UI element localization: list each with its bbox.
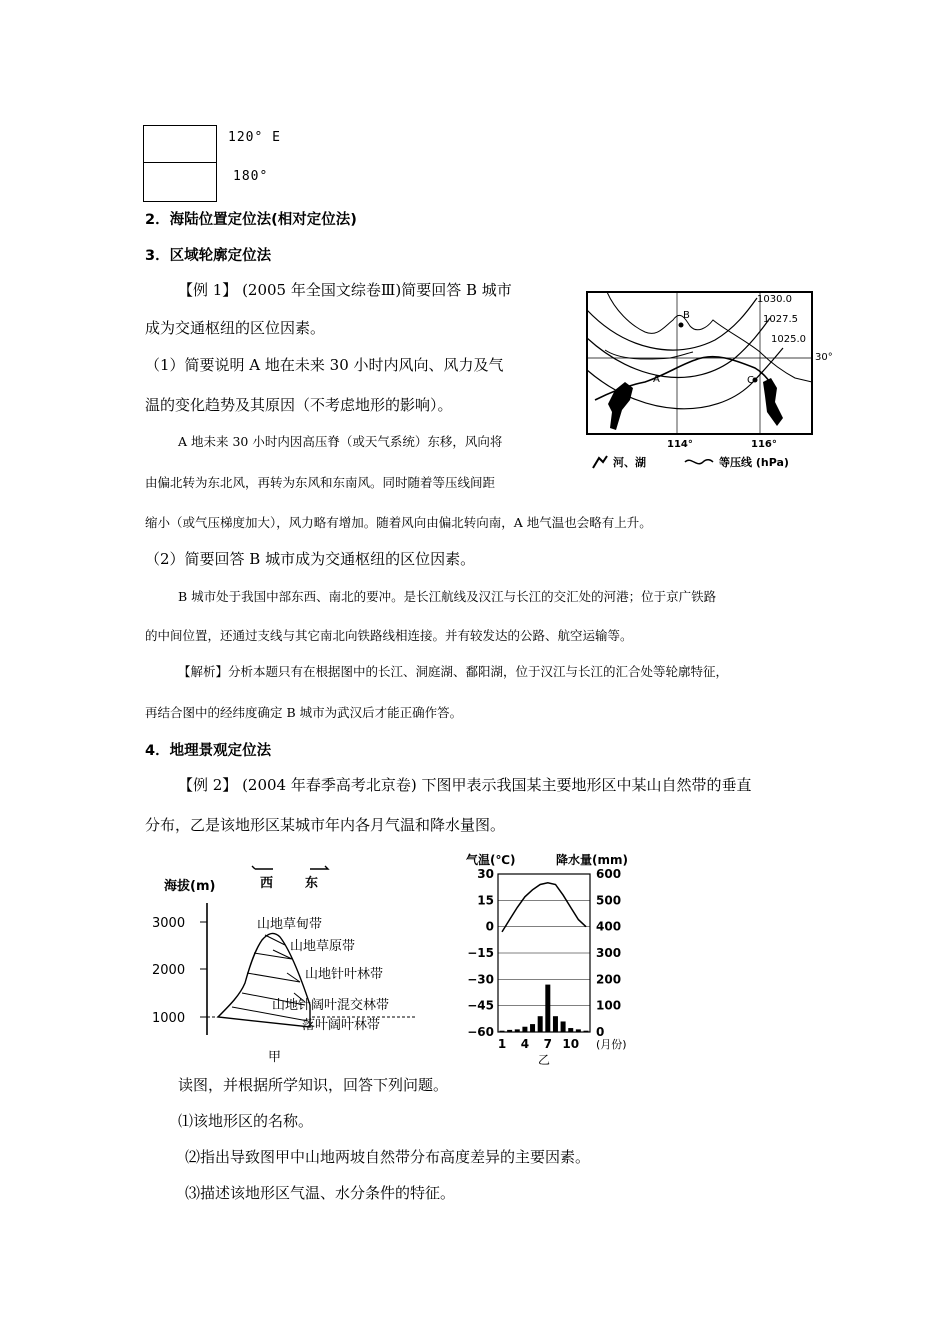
precip-bar bbox=[545, 985, 550, 1032]
jia-east-label: 东 bbox=[305, 876, 319, 891]
questions-intro: 读图，并根据所学知识，回答下列问题。 bbox=[178, 1076, 449, 1094]
example1-analysis-line1: 【解析】分析本题只有在根据图中的长江、洞庭湖、鄱阳湖，位于汉江与长江的汇合处等轮廓特征， bbox=[178, 664, 729, 679]
question-3: ⑶描述该地形区气温、水分条件的特征。 bbox=[185, 1184, 456, 1202]
heading-4: 4．地理景观定位法 bbox=[145, 743, 272, 759]
jia-ytick-3000: 3000 bbox=[152, 916, 186, 931]
map-point-b: B bbox=[683, 310, 690, 321]
example1-q2: （2）简要回答 B 城市成为交通枢纽的区位因素。 bbox=[145, 550, 476, 568]
left-tick-label: 0 bbox=[485, 919, 494, 934]
right-tick-label: 300 bbox=[596, 946, 622, 960]
map-lat-label: 30° bbox=[815, 352, 833, 363]
example1-a1-line3: 缩小（或气压梯度加大），风力略有增加。随着风向由偏北转向南，A 地气温也会略有上升。 bbox=[145, 515, 652, 530]
precip-bar bbox=[553, 1016, 558, 1032]
left-tick-label: −45 bbox=[467, 998, 494, 1013]
east-arrow bbox=[310, 866, 328, 869]
x-tick-label: 7 bbox=[543, 1037, 552, 1051]
jia-west-label: 西 bbox=[260, 876, 274, 891]
map-point-a: A bbox=[653, 374, 660, 385]
precip-bar bbox=[522, 1027, 527, 1032]
left-tick-label: 15 bbox=[477, 893, 494, 908]
right-tick-label: 200 bbox=[596, 972, 622, 987]
jia-ytick-1000: 1000 bbox=[152, 1011, 186, 1026]
precip-bar bbox=[576, 1029, 581, 1032]
coord-label-180: 180° bbox=[233, 169, 269, 184]
legend-isobar-label: 等压线 (hPa) bbox=[719, 456, 789, 469]
zone-deciduous-forest: 落叶阔叶林带 bbox=[302, 1018, 381, 1033]
left-tick-label: −15 bbox=[467, 946, 494, 960]
zone-alpine-meadow: 山地草甸带 bbox=[257, 917, 323, 932]
example1-line1: 【例 1】 (2005 年全国文综卷Ⅲ)简要回答 B 城市 bbox=[178, 281, 512, 299]
example1-a2-line1: B 城市处于我国中部东西、南北的要冲。是长江航线及汉江与长江的交汇处的河港；位于京广铁路 bbox=[178, 589, 717, 604]
figure-jia bbox=[150, 855, 435, 1065]
isobar-label-1030: 1030.0 bbox=[757, 294, 792, 305]
heading-2: 2．海陆位置定位法(相对定位法) bbox=[145, 212, 357, 228]
yi-xlabel: (月份) bbox=[596, 1038, 627, 1051]
zone-mixed-forest: 山地针阔叶混交林带 bbox=[272, 998, 390, 1013]
jia-ytick-2000: 2000 bbox=[152, 963, 186, 978]
right-tick-label: 500 bbox=[596, 893, 622, 908]
yi-ylabel-left: 气温(℃) bbox=[466, 853, 516, 867]
jia-caption: 甲 bbox=[268, 1050, 282, 1065]
zone-alpine-grassland: 山地草原带 bbox=[290, 939, 356, 954]
legend-river-label: 河、湖 bbox=[613, 456, 646, 469]
precip-bar bbox=[561, 1021, 566, 1032]
map-lon-label-116: 116° bbox=[751, 439, 777, 450]
precip-bar bbox=[530, 1024, 535, 1032]
coord-box-row-2 bbox=[143, 162, 217, 202]
example2-line2: 分布，乙是该地形区某城市年内各月气温和降水量图。 bbox=[145, 816, 506, 834]
example2-line1: 【例 2】 (2004 年春季高考北京卷) 下图甲表示我国某主要地形区中某山自然带的垂直 bbox=[178, 776, 752, 794]
map-point-c: C bbox=[747, 375, 754, 386]
figure-yi-climograph bbox=[458, 850, 668, 1065]
isobar-label-1025: 1025.0 bbox=[771, 334, 806, 345]
precip-bar bbox=[500, 1031, 505, 1032]
isobar-map bbox=[585, 290, 835, 480]
example1-line2: 成为交通枢纽的区位因素。 bbox=[145, 319, 326, 337]
left-tick-label: −30 bbox=[467, 972, 494, 987]
right-tick-label: 100 bbox=[596, 998, 622, 1013]
coord-box-row-1 bbox=[143, 125, 217, 164]
map-lon-label-114: 114° bbox=[667, 439, 693, 450]
example1-a1-line2: 由偏北转为东北风，再转为东风和东南风。同时随着等压线间距 bbox=[145, 475, 496, 490]
yi-ylabel-right: 降水量(mm) bbox=[556, 853, 628, 867]
example1-a1-line1: A 地未来 30 小时内因高压脊（或天气系统）东移，风向将 bbox=[178, 434, 503, 449]
example1-analysis-line2: 再结合图中的经纬度确定 B 城市为武汉后才能正确作答。 bbox=[145, 705, 463, 720]
precip-bar bbox=[568, 1028, 573, 1032]
yi-caption: 乙 bbox=[538, 1053, 551, 1065]
zone-coniferous-forest: 山地针叶林带 bbox=[305, 967, 384, 982]
x-tick-label: 4 bbox=[520, 1037, 530, 1051]
right-tick-label: 400 bbox=[596, 919, 622, 934]
right-tick-label: 600 bbox=[596, 867, 622, 881]
example1-q1-line1: （1）简要说明 A 地在未来 30 小时内风向、风力及气 bbox=[145, 356, 504, 374]
temperature-curve bbox=[502, 883, 586, 932]
left-tick-label: −60 bbox=[467, 1025, 494, 1039]
jia-ylabel: 海拔(m) bbox=[164, 879, 216, 894]
example1-q1-line2: 温的变化趋势及其原因（不考虑地形的影响）。 bbox=[145, 396, 453, 414]
isobar-label-1027-5: 1027.5 bbox=[763, 314, 798, 325]
precip-bar bbox=[515, 1029, 520, 1032]
example1-a2-line2: 的中间位置，还通过支线与其它南北向铁路线相连接。并有较发达的公路、航空运输等。 bbox=[145, 628, 633, 643]
question-1: ⑴该地形区的名称。 bbox=[178, 1112, 314, 1130]
legend-river-icon bbox=[593, 456, 607, 468]
left-tick-label: 30 bbox=[477, 867, 494, 881]
heading-3: 3．区域轮廓定位法 bbox=[145, 248, 272, 264]
precip-bar bbox=[538, 1016, 543, 1032]
x-tick-label: 10 bbox=[562, 1037, 580, 1051]
precip-bar bbox=[507, 1030, 512, 1032]
legend-isobar-icon bbox=[685, 460, 713, 464]
x-tick-label: 1 bbox=[497, 1037, 507, 1051]
west-arrow bbox=[252, 866, 273, 869]
right-tick-label: 0 bbox=[596, 1025, 605, 1039]
coord-label-120e: 120° E bbox=[228, 130, 281, 145]
question-2: ⑵指出导致图甲中山地两坡自然带分布高度差异的主要因素。 bbox=[185, 1148, 591, 1166]
precip-bar bbox=[584, 1031, 589, 1032]
